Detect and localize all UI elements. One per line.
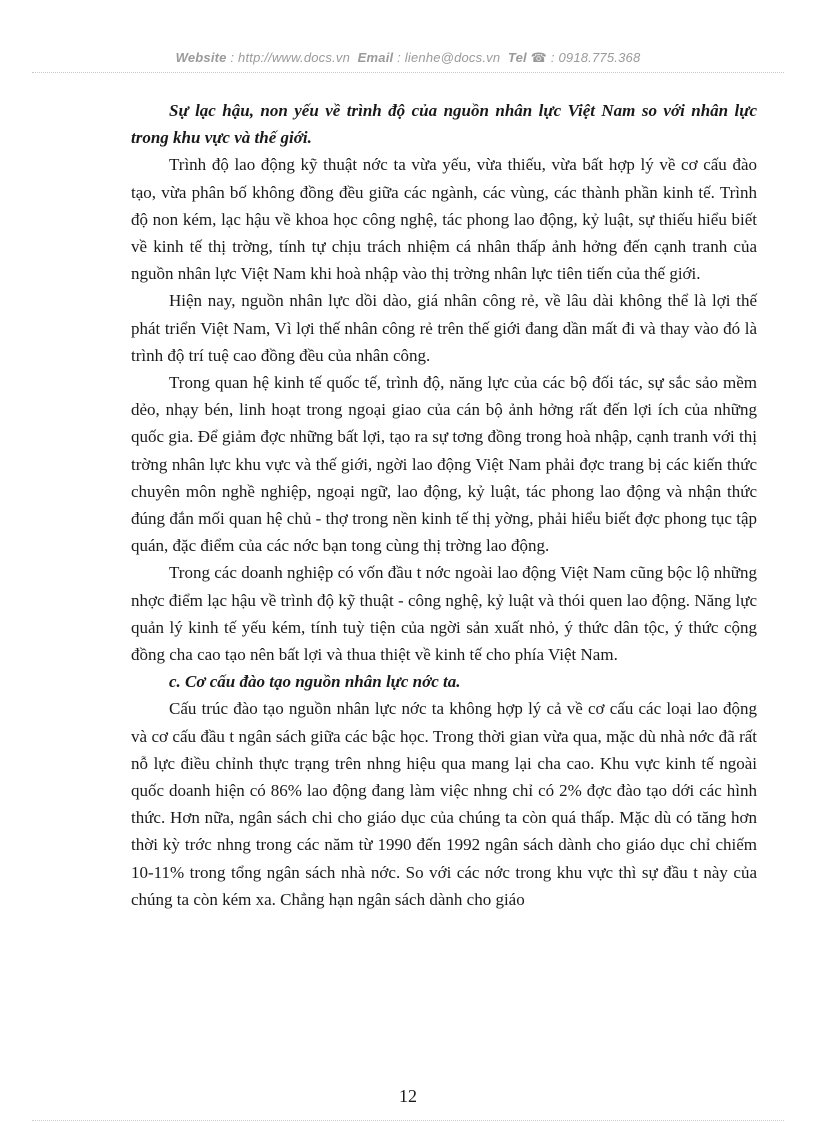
website-url: : http://www.docs.vn	[230, 50, 351, 65]
tel-label: Tel	[507, 50, 527, 65]
website-label: Website	[175, 50, 227, 65]
document-body	[131, 97, 757, 913]
page-number: 12	[399, 1086, 417, 1106]
header-divider	[32, 72, 784, 73]
email-label: Email	[357, 50, 394, 65]
paragraph: Hiện nay, nguồn nhân lực dồi dào, giá nhân công rẻ, về lâu dài không thể là lợi thế phát triển Việt Nam, Vì lợi thế nhân công rẻ trên thế giới đang dần mất đi và thay vào đó là trình độ trí tuệ cao đồng đều của nhân công.	[131, 291, 757, 365]
paragraph: Trong các doanh nghiệp có vốn đầu t nớc ngoài lao động Việt Nam cũng bộc lộ những nhợc điểm lạc hậu về trình độ kỹ thuật - công nghệ, kỷ luật và thói quen lao động. Năng lực quản lý kinh tế yếu kém, tính tuỳ tiện của ngời sản xuất nhỏ, ý thức dân tộc, ý thức cộng đồng cha cao tạo nên bất lợi và thua thiệt về kinh tế cho phía Việt Nam.	[131, 563, 757, 665]
phone-number: ☎ : 0918.775.368	[530, 50, 641, 65]
section-heading-training-structure: c. Cơ cấu đào tạo nguồn nhân lực nớc ta.	[169, 672, 461, 692]
paragraph: Trình độ lao động kỹ thuật nớc ta vừa yếu, vừa thiếu, vừa bất hợp lý về cơ cấu đào tạo, vừa phân bố không đồng đều giữa các ngành, các vùng, các thành phần kinh tế. Trình độ non kém, lạc hậu về khoa học công nghệ, tác phong lao động, kỷ luật, sự thiếu hiểu biết về kinh tế thị trờng, tính tự chịu trách nhiệm cá nhân thấp ảnh hởng đến cạnh tranh của nguồn nhân lực Việt Nam khi hoà nhập vào thị trờng nhân lực tiên tiến của thế giới.	[131, 155, 757, 284]
section-heading-lag: Sự lạc hậu, non yếu về trình độ của nguồn nhân lực Việt Nam so với nhân lực trong khu vực và thế giới.	[131, 101, 757, 148]
paragraph: Cấu trúc đào tạo nguồn nhân lực nớc ta không hợp lý cả về cơ cấu các loại lao động và cơ cấu đầu t ngân sách giữa các bậc học. Trong thời gian vừa qua, mặc dù nhà nớc đã rất nỗ lực điều chỉnh thực trạng trên nhng hiệu qua mang lại cha cao. Khu vực kinh tế ngoài quốc doanh hiện có 86% lao động đang làm việc nhng chỉ có 2% đợc đào tạo dới các hình thức. Hơn nữa, ngân sách chi cho giáo dục của chúng ta còn quá thấp. Mặc dù có tăng hơn thời kỳ trớc nhng trong các năm từ 1990 đến 1992 ngân sách dành cho giáo dục chỉ chiếm 10-11% trong tổng ngân sách nhà nớc. So với các nớc trong khu vực thì sự đầu t này của chúng ta còn kém xa. Chẳng hạn ngân sách dành cho giáo	[131, 699, 757, 909]
footer-divider	[32, 1120, 784, 1121]
paragraph: Trong quan hệ kinh tế quốc tế, trình độ, năng lực của các bộ đối tác, sự sắc sảo mềm dẻo, nhạy bén, linh hoạt trong ngoại giao của cán bộ ảnh hởng rất đến lợi ích của những quốc gia. Để giảm đợc những bất lợi, tạo ra sự tơng đồng trong hoà nhập, cạnh tranh với thị trờng nhân lực khu vực và thế giới, ngời lao động Việt Nam phải đợc trang bị các kiến thức chuyên môn nghề nghiệp, ngoại ngữ, lao động, kỷ luật, tác phong lao động và nhận thức đúng đắn mối quan hệ chủ - thợ trong nền kinh tế thị yờng, phải hiểu biết đợc phong tục tập quán, đặc điểm của các nớc bạn tong cùng thị trờng lao động.	[131, 373, 757, 556]
page-header	[0, 50, 816, 66]
email-address: : lienhe@docs.vn	[397, 50, 501, 65]
